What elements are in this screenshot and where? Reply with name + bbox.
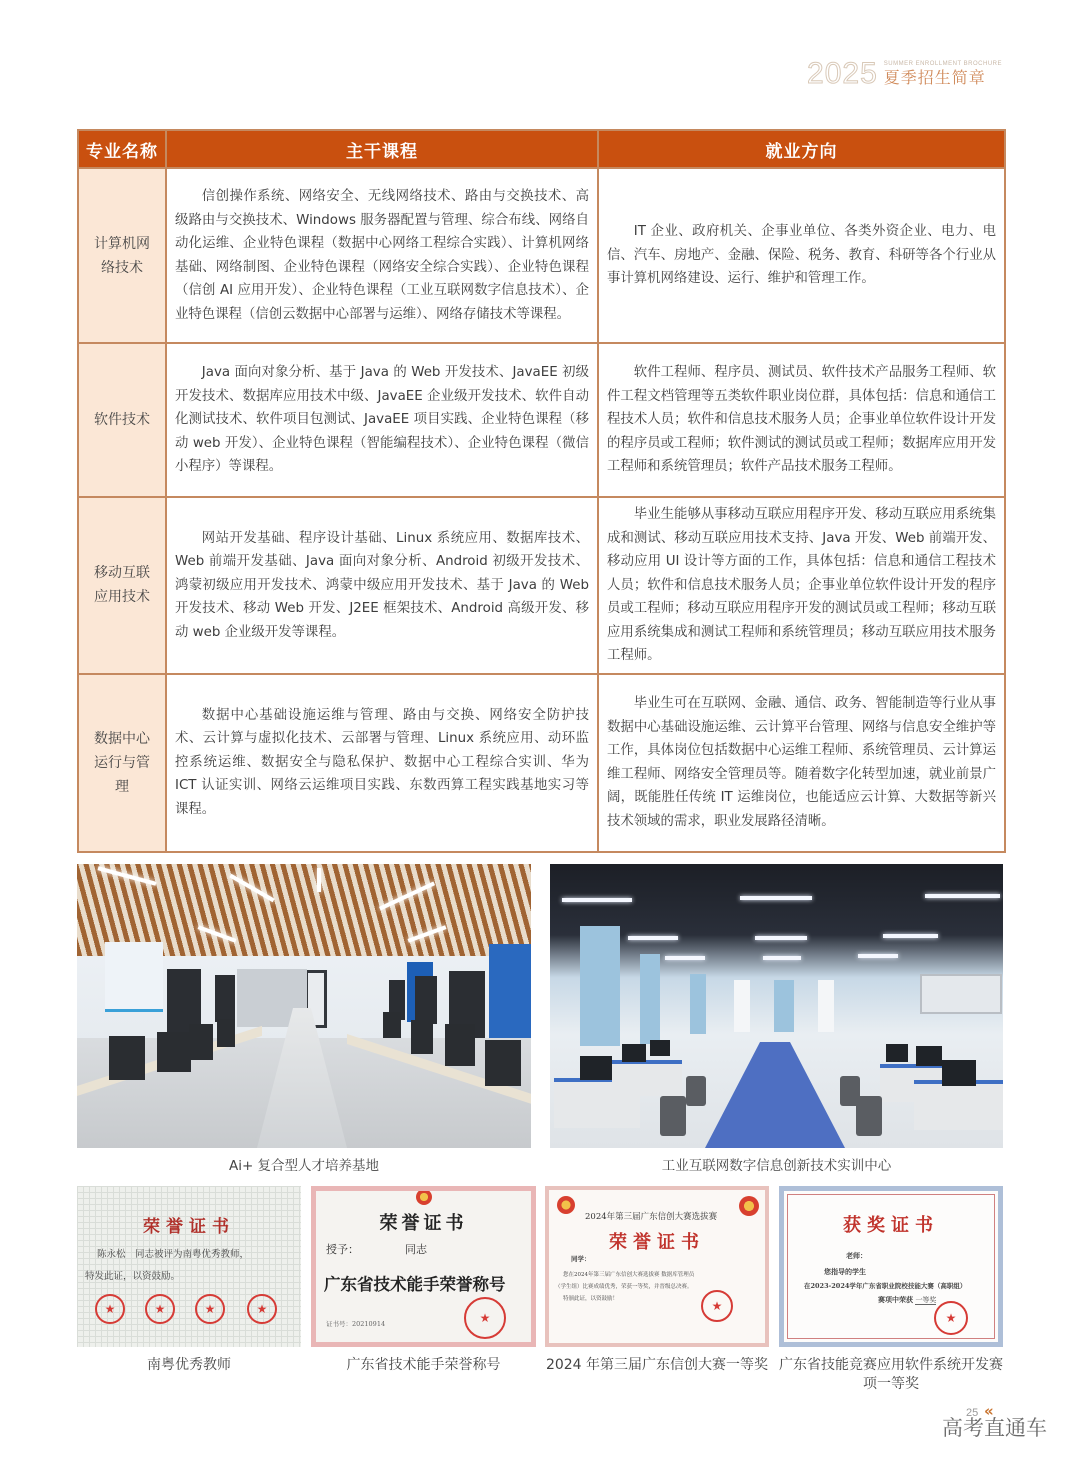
monitor	[109, 1036, 145, 1080]
cert-headline: 广东省技术能手荣誉称号	[324, 1275, 506, 1294]
certificate-caption: 广东省技能竞赛应用软件系统开发赛项一等奖	[779, 1357, 1003, 1392]
header-courses: 主干课程	[166, 130, 598, 168]
brand-title: 夏季招生简章	[883, 68, 986, 87]
major-label: 数据中心运行与管理	[93, 730, 150, 795]
cert-title: 获奖证书	[843, 1215, 939, 1236]
monitor	[217, 1019, 235, 1047]
cert-text: 特颁此证，以资鼓励！	[563, 1296, 619, 1302]
workstation	[612, 1060, 682, 1096]
major-name	[78, 168, 166, 343]
table-row	[78, 497, 1005, 674]
monitor	[157, 1032, 191, 1072]
red-seal-icon: ★	[95, 1294, 125, 1324]
major-label: 软件技术	[94, 412, 150, 428]
chair	[840, 1076, 860, 1106]
table-row	[78, 168, 1005, 343]
certificate-technical-expert	[311, 1186, 536, 1347]
majors-table	[77, 129, 1006, 853]
page-number: 25	[966, 1407, 979, 1419]
cert-award: 一等奖	[915, 1296, 937, 1304]
header-jobs: 就业方向	[598, 130, 1005, 168]
career-direction	[598, 343, 1005, 497]
monitor	[189, 1024, 213, 1060]
jobs-text: 软件工程师、程序员、测试员、软件技术产品服务工程师、软件工程文档管理等五类软件职业岗位群，具体包括：信息和通信工程技术人员；软件和信息技术服务人员；企事业单位软件设计开发的程序员或工程师；软件测试的测试员或工程师；数据库应用开发工程师和系统管理员；软件产品技术服务工程师。	[607, 365, 996, 475]
whiteboard	[920, 974, 1002, 1014]
table-row	[78, 674, 1005, 852]
monitor	[580, 1056, 612, 1080]
ceiling-light	[562, 898, 632, 902]
courses-text: 信创操作系统、网络安全、无线网络技术、路由与交换技术、高级路由与交换技术、Windows 服务器配置与管理、综合布线、网络自动化运维、企业特色课程（数据中心网络工程综合实践）、计算机网络基础、网络制图、企业特色课程（网络安全综合实践）、企业特色课程（信创 AI 应用开发）、企业特色课程（工业互联网数字信息技术）、企业特色课程（信创云数据中心部署与运维）、网络存储技术等课程。	[175, 189, 589, 322]
courses-text: 数据中心基础设施运维与管理、路由与交换、网络安全防护技术、云计算与虚拟化技术、云部署与管理、Linux 系统应用、动环监控系统运维、数据安全与隐私保护、数据中心工程综合实训、华为 ICT 认证实训、网络云运维项目实践、东数西算工程实践基地实习等课程。	[175, 707, 589, 817]
cert-text	[326, 1241, 427, 1257]
cert-grant-label: 授予：	[326, 1243, 359, 1256]
cert-text: 老师：	[846, 1251, 867, 1260]
main-courses	[166, 343, 598, 497]
double-chevron-left-icon: «	[984, 1402, 994, 1420]
major-label: 计算机网络技术	[93, 235, 150, 276]
major-name	[78, 343, 166, 497]
photo-ai-training-base	[77, 864, 531, 1148]
red-seal-icon: ★	[247, 1294, 277, 1324]
ceiling-light	[740, 896, 812, 900]
table-row	[78, 343, 1005, 497]
brochure-brand	[807, 57, 1002, 90]
main-courses	[166, 168, 598, 343]
certificate-caption: 广东省技术能手荣誉称号	[346, 1357, 501, 1373]
cert-text	[878, 1295, 936, 1305]
certificate-skills-competition	[779, 1186, 1003, 1347]
cert-text: （学生组）比赛成绩优秀，荣获一等奖，并晋级总决赛。	[555, 1284, 693, 1290]
red-seal-icon: ★	[934, 1301, 968, 1335]
red-seal-icon: ★	[464, 1297, 506, 1339]
window	[734, 980, 750, 1032]
monitor	[485, 1040, 521, 1086]
cert-text: 在2023-2024学年广东省职业院校技能大赛（高职组）	[804, 1282, 967, 1290]
certificate-caption: 南粤优秀教师	[147, 1357, 231, 1373]
jobs-text: 毕业生可在互联网、金融、通信、政务、智能制造等行业从事数据中心基础设施运维、云计算平台管理、网络与信息安全维护等工作，具体岗位包括数据中心运维工程师、系统管理员、云计算运维工程师、网络安全管理员等。随着数字化转型加速，就业前景广阔，既能胜任传统 IT 运维岗位，也能适应云计算、大数据等新兴技术领域的需求，职业发展路径清晰。	[607, 696, 996, 829]
chair	[686, 1076, 706, 1106]
ceiling-light	[858, 954, 898, 958]
ceiling-light	[628, 936, 678, 940]
ceiling-light	[755, 936, 807, 940]
server-cabinet	[215, 975, 235, 1022]
ceiling-light	[883, 934, 938, 938]
ceiling-light	[317, 868, 321, 892]
monitor	[445, 1024, 475, 1066]
ceiling-light	[925, 894, 1000, 898]
certificate-caption: 2024 年第三届广东信创大赛一等奖	[545, 1357, 769, 1373]
monitor	[650, 1040, 670, 1056]
photo-caption: 工业互联网数字信息创新技术实训中心	[661, 1158, 892, 1174]
red-seal-icon: ★	[195, 1294, 225, 1324]
cert-title: 荣誉证书	[379, 1213, 468, 1234]
cert-number: 证书号：20210914	[326, 1320, 386, 1328]
main-courses	[166, 674, 598, 852]
brand-text	[884, 60, 1002, 88]
cert-title: 荣誉证书	[143, 1217, 235, 1237]
career-direction	[598, 497, 1005, 674]
career-direction	[598, 674, 1005, 852]
major-name	[78, 497, 166, 674]
source-watermark: 高考直通车	[942, 1416, 1047, 1440]
monitor	[622, 1044, 646, 1062]
photo-iiot-training-center	[550, 864, 1003, 1148]
emblem-icon	[557, 1196, 575, 1214]
monitor	[916, 1046, 942, 1066]
emblem-icon	[416, 1189, 432, 1205]
table-header-row	[78, 130, 1005, 168]
window	[818, 980, 834, 1032]
courses-text: 网站开发基础、程序设计基础、Linux 系统应用、数据库技术、Web 前端开发基础、Java 面向对象分析、Android 初级开发技术、鸿蒙初级应用开发技术、鸿蒙中级应用开发技术、基于 Java 的 Web 开发技术、移动 Web 开发、J2EE 框架技术、Android 高级开发、移动 web 企业级开发等课程。	[175, 530, 589, 640]
window-blind	[640, 954, 660, 1044]
wall-panel	[489, 944, 531, 1039]
certificate-xinchuang-contest	[545, 1186, 769, 1347]
brand-subtitle: SUMMER ENROLLMENT BROCHURE	[883, 61, 1002, 67]
window-blind	[690, 974, 706, 1034]
wall-poster	[105, 942, 163, 1012]
cert-text: 您在2024年第三届广东信创大赛选拔赛 数据库管理员	[563, 1272, 695, 1278]
workstation	[914, 1080, 1003, 1130]
red-seal-icon: ★	[145, 1294, 175, 1324]
certificate-south-guangdong-teacher	[77, 1186, 301, 1347]
major-label: 移动互联应用技术	[93, 565, 150, 606]
cert-title: 荣誉证书	[609, 1232, 705, 1253]
emblem-icon	[739, 1196, 759, 1216]
jobs-text: IT 企业、政府机关、企事业单位、各类外资企业、电力、电信、汽车、房地产、金融、保险、税务、教育、科研等各个行业从事计算机网络建设、运行、维护和管理工作。	[607, 224, 996, 287]
photo-caption: Ai+ 复合型人才培养基地	[228, 1158, 380, 1174]
major-name	[78, 674, 166, 852]
window-blind	[580, 926, 620, 1046]
chair	[660, 1096, 686, 1136]
monitor	[942, 1060, 976, 1086]
monitor	[411, 1020, 433, 1054]
jobs-text: 毕业生能够从事移动互联应用程序开发、移动互联应用系统集成和测试、移动互联应用技术支持、Java 开发、Web 前端开发、移动应用 UI 设计等方面的工作，具体包括：信息和通信工程技术人员；软件和信息技术服务人员；企事业单位软件设计开发的程序员或工程师；移动互联应用程序开发的测试员或工程师；移动互联应用系统集成和测试工程师和系统管理员；移动互联应用技术服务工程师。	[607, 507, 996, 663]
ceiling-light	[763, 956, 801, 960]
server-cabinet	[415, 976, 437, 1024]
header-major: 专业名称	[78, 130, 166, 168]
career-direction	[598, 168, 1005, 343]
red-seal-icon: ★	[701, 1290, 733, 1322]
cert-award-label: 赛项中荣获	[878, 1295, 913, 1304]
monitor	[886, 1044, 908, 1062]
brand-year: 2025	[807, 57, 878, 90]
cert-event: 2024年第三届广东信创大赛选拔赛	[585, 1212, 718, 1222]
cert-recipient: 同学：	[571, 1255, 591, 1263]
monitor	[383, 1012, 401, 1038]
cert-comrade: 同志	[405, 1243, 427, 1256]
window-blind	[774, 980, 794, 1032]
ceiling-light	[665, 956, 705, 960]
cert-text: 特发此证，以资鼓励。	[85, 1271, 181, 1282]
main-courses	[166, 497, 598, 674]
cert-text: 您指导的学生	[824, 1267, 866, 1276]
cert-text: 陈永松 同志被评为南粤优秀教师，	[97, 1249, 250, 1260]
courses-text: Java 面向对象分析、基于 Java 的 Web 开发技术、JavaEE 初级开发技术、数据库应用技术中级、JavaEE 企业级开发技术、软件自动化测试技术、软件项目包测试、JavaEE 项目实践、企业特色课程（移动 web 开发）、企业特色课程（智能编程技术）、企业特色课程（微信小程序）等课程。	[175, 365, 589, 475]
